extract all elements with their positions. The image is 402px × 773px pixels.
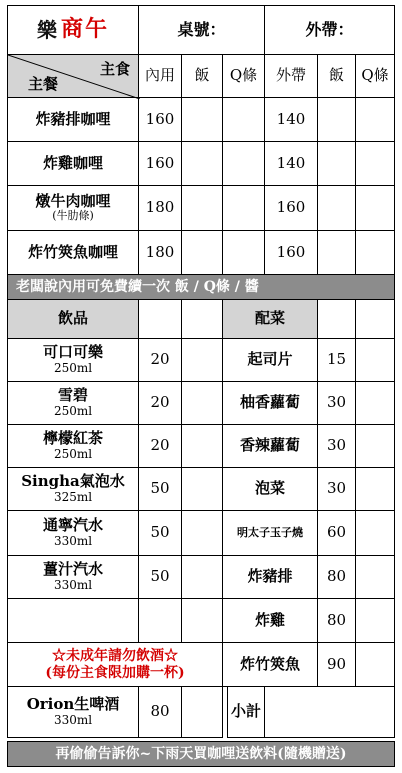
side-qty[interactable] bbox=[355, 555, 395, 599]
drink-price: 50 bbox=[138, 510, 182, 556]
alcohol-warning bbox=[7, 642, 223, 687]
footer-notice: 再偷偷告訴你~下雨天買咖哩送飲料(隨機贈送) bbox=[7, 741, 395, 767]
dine-in-price: 160 bbox=[138, 141, 182, 186]
drink-qty[interactable] bbox=[181, 467, 223, 511]
takeout-price: 160 bbox=[264, 185, 318, 231]
drink-price: 50 bbox=[138, 555, 182, 599]
side-qty[interactable] bbox=[355, 338, 395, 382]
side-qty[interactable] bbox=[355, 467, 395, 511]
takeout-header: 外帶 bbox=[264, 54, 318, 98]
main-name-sub: (牛肋條) bbox=[52, 209, 94, 223]
main-name: 炸雞咖哩 bbox=[7, 141, 139, 186]
drink-price: 50 bbox=[138, 467, 182, 511]
noodle-checkbox-takeout[interactable] bbox=[355, 185, 395, 231]
main-name: 炸竹筴魚咖哩 bbox=[7, 230, 139, 275]
main-name bbox=[7, 185, 139, 231]
side-qty[interactable] bbox=[355, 598, 395, 643]
side-price: 90 bbox=[317, 642, 356, 687]
rice-checkbox-takeout[interactable] bbox=[317, 185, 356, 231]
logo-text: 商午 bbox=[60, 17, 109, 43]
drink-name bbox=[7, 555, 139, 599]
drink-name-text: 通寧汽水 bbox=[42, 516, 103, 535]
rice-checkbox-takeout[interactable] bbox=[317, 141, 356, 186]
dine-in-price: 180 bbox=[138, 185, 182, 231]
rice-checkbox[interactable] bbox=[181, 141, 223, 186]
drinks-header-qty bbox=[181, 299, 223, 339]
noodle-header-2: Q條 bbox=[355, 54, 395, 98]
staple-main-header bbox=[7, 54, 139, 98]
drinks-header-price bbox=[138, 299, 182, 339]
noodle-header: Q條 bbox=[222, 54, 265, 98]
noodle-checkbox[interactable] bbox=[222, 97, 265, 142]
noodle-checkbox[interactable] bbox=[222, 230, 265, 275]
subtotal-label: 小計 bbox=[227, 686, 265, 738]
dine-in-header: 內用 bbox=[138, 54, 182, 98]
drink-qty[interactable] bbox=[181, 381, 223, 425]
noodle-checkbox-takeout[interactable] bbox=[355, 141, 395, 186]
table-number-field[interactable] bbox=[138, 5, 265, 55]
drink-price: 20 bbox=[138, 338, 182, 382]
drink-size: 250ml bbox=[53, 446, 93, 461]
alcohol-warning-line2: (每份主食限加購一杯) bbox=[45, 664, 185, 681]
order-sheet bbox=[7, 5, 395, 767]
drink-name-text: 薑汁汽水 bbox=[42, 560, 103, 579]
main-label: 主餐 bbox=[28, 74, 59, 93]
side-qty[interactable] bbox=[355, 642, 395, 687]
noodle-checkbox-takeout[interactable] bbox=[355, 97, 395, 142]
side-price: 60 bbox=[317, 510, 356, 556]
side-price: 30 bbox=[317, 467, 356, 511]
drink-qty[interactable] bbox=[181, 555, 223, 599]
side-qty[interactable] bbox=[355, 381, 395, 425]
drink-qty[interactable] bbox=[181, 510, 223, 556]
takeout-label: 外帶： bbox=[305, 19, 354, 39]
noodle-checkbox-takeout[interactable] bbox=[355, 230, 395, 275]
sides-header-qty bbox=[355, 299, 395, 339]
drink-price: 20 bbox=[138, 424, 182, 468]
main-name-text: 燉牛肉咖哩 bbox=[35, 192, 111, 211]
beer-name-text: Orion生啤酒 bbox=[26, 695, 120, 714]
logo-mark: 樂 bbox=[36, 17, 59, 42]
subtotal-field[interactable] bbox=[264, 686, 395, 738]
drinks-header: 飲品 bbox=[7, 299, 139, 339]
blank-drink-price bbox=[138, 598, 182, 643]
drink-size: 330ml bbox=[53, 577, 93, 592]
noodle-checkbox[interactable] bbox=[222, 141, 265, 186]
rice-checkbox-takeout[interactable] bbox=[317, 230, 356, 275]
drink-size: 330ml bbox=[53, 533, 93, 548]
takeout-price: 140 bbox=[264, 97, 318, 142]
drink-qty[interactable] bbox=[181, 424, 223, 468]
drink-size: 250ml bbox=[53, 360, 93, 375]
drink-name bbox=[7, 424, 139, 468]
rice-checkbox[interactable] bbox=[181, 97, 223, 142]
drink-size: 325ml bbox=[53, 489, 93, 504]
beer-size: 330ml bbox=[53, 712, 93, 727]
drink-price: 20 bbox=[138, 381, 182, 425]
drink-name-text: Singha氣泡水 bbox=[21, 472, 125, 491]
blank-drink-cell bbox=[7, 598, 139, 643]
drink-name-text: 可口可樂 bbox=[42, 343, 103, 362]
beer-price: 80 bbox=[138, 686, 182, 738]
side-name: 明太子玉子燒 bbox=[222, 510, 318, 556]
staple-label: 主食 bbox=[99, 60, 130, 78]
takeout-price: 140 bbox=[264, 141, 318, 186]
side-qty[interactable] bbox=[355, 510, 395, 556]
rice-header: 飯 bbox=[181, 54, 223, 98]
sides-header-price bbox=[317, 299, 356, 339]
side-price: 80 bbox=[317, 555, 356, 599]
sides-header: 配菜 bbox=[222, 299, 318, 339]
blank-drink-qty bbox=[181, 598, 223, 643]
side-price: 80 bbox=[317, 598, 356, 643]
drink-name bbox=[7, 338, 139, 382]
alcohol-warning-line1: ☆未成年請勿飲酒☆ bbox=[52, 648, 178, 665]
rice-checkbox[interactable] bbox=[181, 230, 223, 275]
refill-notice: 老闆說內用可免費續一次 飯 / Q條 / 醬 bbox=[7, 274, 395, 300]
side-name: 起司片 bbox=[222, 338, 318, 382]
dine-in-price: 180 bbox=[138, 230, 182, 275]
side-name: 炸豬排 bbox=[222, 555, 318, 599]
main-name: 炸豬排咖哩 bbox=[7, 97, 139, 142]
drink-name-text: 雪碧 bbox=[57, 386, 88, 405]
side-price: 30 bbox=[317, 381, 356, 425]
rice-checkbox[interactable] bbox=[181, 185, 223, 231]
dine-in-price: 160 bbox=[138, 97, 182, 142]
beer-name bbox=[7, 686, 139, 738]
noodle-checkbox[interactable] bbox=[222, 185, 265, 231]
takeout-price: 160 bbox=[264, 230, 318, 275]
side-price: 30 bbox=[317, 424, 356, 468]
drink-qty[interactable] bbox=[181, 338, 223, 382]
drink-name-text: 檸檬紅茶 bbox=[42, 429, 103, 448]
side-qty[interactable] bbox=[355, 424, 395, 468]
side-name: 香辣蘿蔔 bbox=[222, 424, 318, 468]
rice-checkbox-takeout[interactable] bbox=[317, 97, 356, 142]
drink-name bbox=[7, 467, 139, 511]
rice-header-2: 飯 bbox=[317, 54, 356, 98]
side-price: 15 bbox=[317, 338, 356, 382]
beer-qty[interactable] bbox=[181, 686, 223, 738]
drink-size: 250ml bbox=[53, 403, 93, 418]
drink-name bbox=[7, 381, 139, 425]
drink-name bbox=[7, 510, 139, 556]
shop-logo bbox=[7, 5, 139, 55]
takeout-field[interactable] bbox=[264, 5, 395, 55]
table-number-label: 桌號： bbox=[177, 19, 226, 39]
side-name: 柚香蘿蔔 bbox=[222, 381, 318, 425]
side-name: 炸雞 bbox=[222, 598, 318, 643]
side-name: 炸竹筴魚 bbox=[222, 642, 318, 687]
side-name: 泡菜 bbox=[222, 467, 318, 511]
